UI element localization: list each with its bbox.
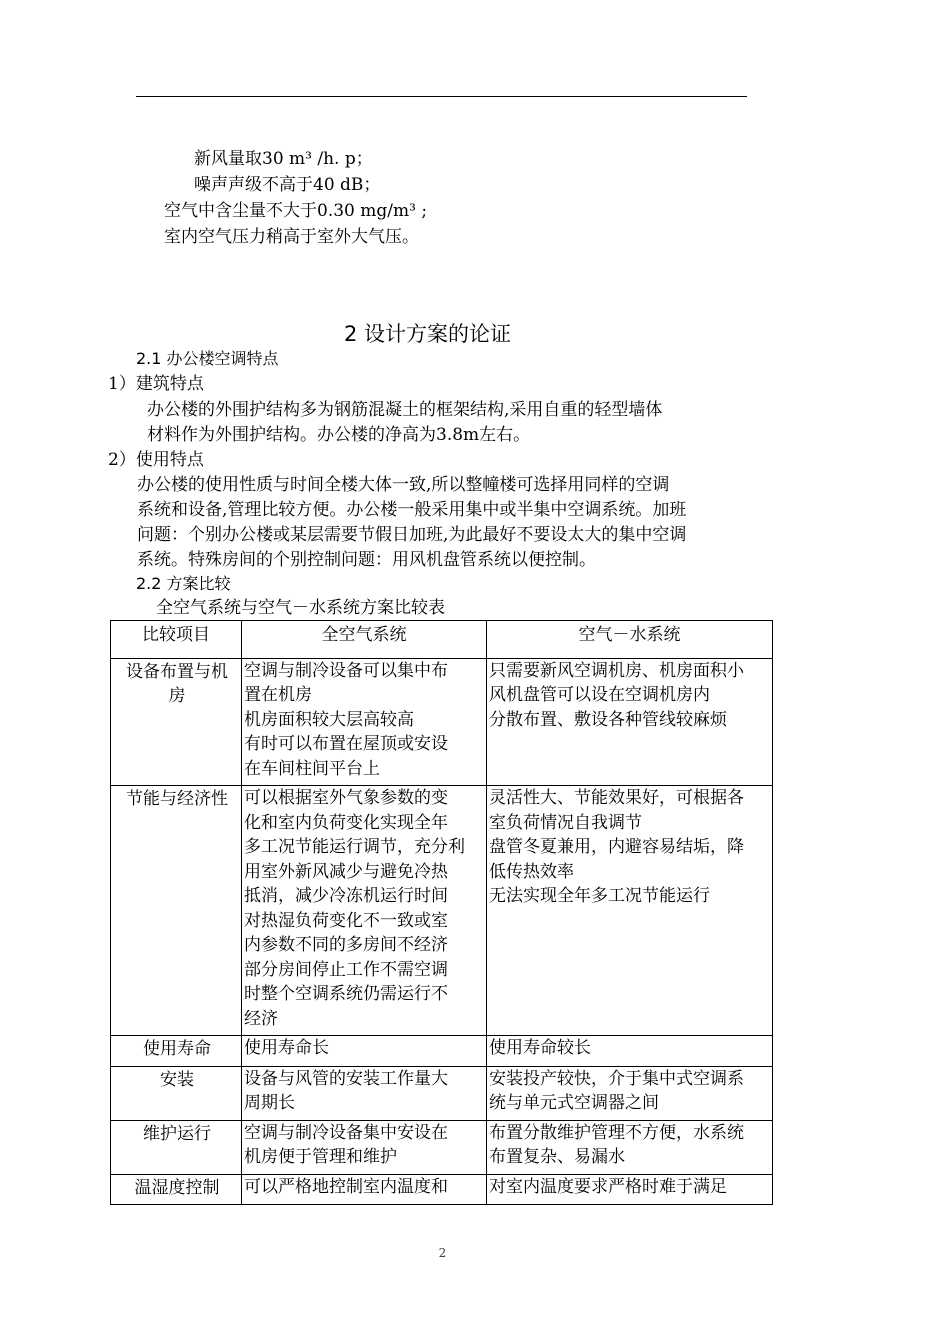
cell-line: 分散布置、敷设各种管线较麻烦 [489,709,727,730]
cell-line: 维护运行 [143,1123,211,1144]
air-water-cell [487,1174,773,1205]
cell-line: 室负荷情况自我调节 [489,812,642,833]
cell-line: 对室内温度要求严格时难于满足 [489,1176,727,1197]
paragraph-line: 系统和设备,管理比较方便。办公楼一般采用集中或半集中空调系统。加班 [137,500,687,520]
cell-line: 只需要新风空调机房、机房面积小 [489,660,744,681]
air-water-cell [487,1066,773,1120]
cell-line: 可以根据室外气象参数的变 [244,788,448,808]
cell-line: 化和室内负荷变化实现全年 [244,812,448,833]
cell-line: 统与单元式空调器之间 [489,1093,659,1113]
header-cell: 空气－水系统 [487,621,773,659]
air-water-cell [487,658,773,786]
table-row [111,658,773,786]
cell-line: 经济 [244,1008,278,1029]
cell-line: 内参数不同的多房间不经济 [244,935,448,955]
item-cell [111,1120,242,1174]
header-cell: 比较项目 [111,621,242,659]
item-cell [111,786,242,1036]
item-cell [111,658,242,786]
subsection-title: 2.1 办公楼空调特点 [136,349,279,368]
all-air-cell [242,1066,487,1120]
item-cell [111,1174,242,1205]
cell-line: 设备与风管的安装工作量大 [244,1068,448,1089]
intro-line: 新风量取30 m³ /h. p； [194,149,373,169]
cell-line: 温湿度控制 [134,1177,220,1198]
intro-line: 空气中含尘量不大于0.30 mg/m³ ; [164,201,428,221]
cell-line: 布置分散维护管理不方便，水系统 [489,1122,744,1143]
paragraph-line: 材料作为外围护结构。办公楼的净高为3.8m左右。 [147,425,531,445]
section-title: 2 设计方案的论证 [344,322,512,346]
cell-line: 用室外新风减少与避免冷热 [244,861,448,882]
cell-line: 风机盘管可以设在空调机房内 [489,685,710,705]
air-water-cell [487,1036,773,1067]
all-air-cell [242,1120,487,1174]
comparison-table [110,620,773,1205]
item-label: 2）使用特点 [108,450,204,470]
intro-line: 噪声声级不高于40 dB； [194,175,381,195]
table-row [111,1036,773,1067]
table-row [111,1174,773,1205]
air-water-cell [487,786,773,1036]
cell-line: 节能与经济性 [126,789,228,809]
cell-line: 空调与制冷设备可以集中布 [244,660,448,681]
cell-line: 有时可以布置在屋顶或安设 [244,734,448,754]
cell-line: 部分房间停止工作不需空调 [244,959,448,980]
header-cell: 全空气系统 [242,621,487,659]
cell-line: 安装投产较快，介于集中式空调系 [489,1068,744,1089]
cell-line: 使用寿命 [143,1039,211,1059]
table-header-row [111,621,773,659]
table-row [111,1120,773,1174]
table-row [111,1066,773,1120]
cell-line: 设备布置与机 [126,661,228,682]
item-cell [111,1036,242,1067]
all-air-cell [242,1174,487,1205]
cell-line: 盘管冬夏兼用，内避容易结垢，降 [489,837,744,857]
page-number: 2 [438,1246,447,1260]
cell-line: 灵活性大、节能效果好，可根据各 [489,788,744,808]
cell-line: 房 [168,686,186,706]
cell-line: 安装 [160,1069,194,1090]
item-label: 1）建筑特点 [108,374,204,394]
item-cell [111,1066,242,1120]
cell-line: 置在机房 [244,685,312,705]
cell-line: 布置复杂、易漏水 [489,1147,625,1167]
table-caption: 全空气系统与空气－水系统方案比较表 [156,598,445,618]
cell-line: 对热湿负荷变化不一致或室 [244,910,448,931]
cell-line: 在车间柱间平台上 [244,758,380,779]
air-water-cell [487,1120,773,1174]
paragraph-line: 办公楼的使用性质与时间全楼大体一致,所以整幢楼可选择用同样的空调 [137,475,670,495]
paragraph-line: 问题：个别办公楼或某层需要节假日加班,为此最好不要设太大的集中空调 [137,525,687,545]
cell-line: 多工况节能运行调节，充分利 [244,837,465,857]
cell-line: 机房便于管理和维护 [244,1147,397,1167]
intro-line: 室内空气压力稍高于室外大气压。 [164,227,419,247]
cell-line: 机房面积较大层高较高 [244,709,414,730]
cell-line: 抵消，减少冷冻机运行时间 [244,886,448,906]
cell-line: 可以严格地控制室内温度和 [244,1176,448,1197]
paragraph-line: 系统。特殊房间的个别控制问题：用风机盘管系统以便控制。 [137,550,596,570]
cell-line: 空调与制冷设备集中安设在 [244,1122,448,1143]
all-air-cell [242,1036,487,1067]
cell-line: 使用寿命长 [244,1038,329,1058]
paragraph-line: 办公楼的外围护结构多为钢筋混凝土的框架结构,采用自重的轻型墙体 [147,400,663,420]
cell-line: 无法实现全年多工况节能运行 [489,886,710,906]
subsection-title: 2.2 方案比较 [136,574,231,593]
cell-line: 使用寿命较长 [489,1038,591,1058]
header-rule [136,96,747,97]
cell-line: 时整个空调系统仍需运行不 [244,984,448,1004]
all-air-cell [242,786,487,1036]
cell-line: 低传热效率 [489,861,574,882]
all-air-cell [242,658,487,786]
cell-line: 周期长 [244,1093,295,1113]
table-row [111,786,773,1036]
